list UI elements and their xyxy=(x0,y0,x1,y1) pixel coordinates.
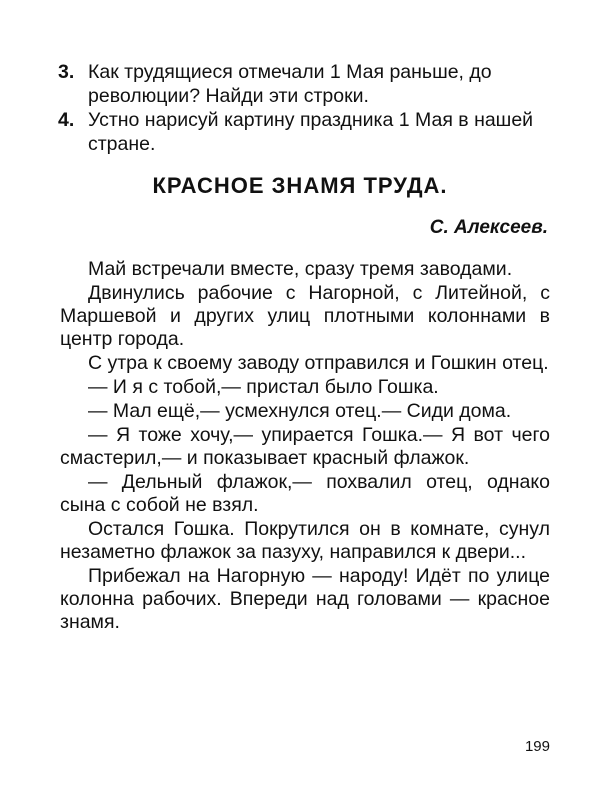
paragraph: Май встречали вместе, сразу тремя заводами. xyxy=(88,258,513,280)
question-4 xyxy=(58,108,558,156)
page-number: 199 xyxy=(524,738,550,755)
question-number: 3. xyxy=(58,61,75,83)
question-text: Как трудящиеся отмечали 1 Мая раньше, до революции? Найди эти строки. xyxy=(88,61,492,107)
paragraph: — Дельный флажок,— похвалил отец, однако сына с собой не взял. xyxy=(60,471,550,516)
paragraph: Прибежал на Нагорную — народу! Идёт по улице колонна рабочих. Впереди над головами — красное знамя. xyxy=(60,565,550,633)
story-title: КРАСНОЕ ЗНАМЯ ТРУДА. xyxy=(152,173,448,198)
paragraph: Остался Гошка. Покрутился он в комнате, сунул незаметно флажок за пазуху, направился к двери... xyxy=(60,518,550,563)
paragraph: Двинулись рабочие с Нагорной, с Литейной, с Маршевой и других улиц плотными колоннами в центр города. xyxy=(60,282,550,350)
story-body xyxy=(60,258,550,634)
paragraph: — Мал ещё,— усмехнулся отец.— Сиди дома. xyxy=(88,400,512,422)
story-author: С. Алексеев. xyxy=(429,217,548,238)
question-3 xyxy=(58,60,558,108)
paragraph: — И я с тобой,— пристал было Гошка. xyxy=(88,376,439,398)
question-number: 4. xyxy=(58,109,75,131)
paragraph: — Я тоже хочу,— упирается Гошка.— Я вот чего смастерил,— и показывает красный флажок. xyxy=(60,424,550,469)
paragraph: С утра к своему заводу отправился и Гошкин отец. xyxy=(88,352,549,374)
question-text: Устно нарисуй картину праздника 1 Мая в нашей стране. xyxy=(88,109,534,155)
